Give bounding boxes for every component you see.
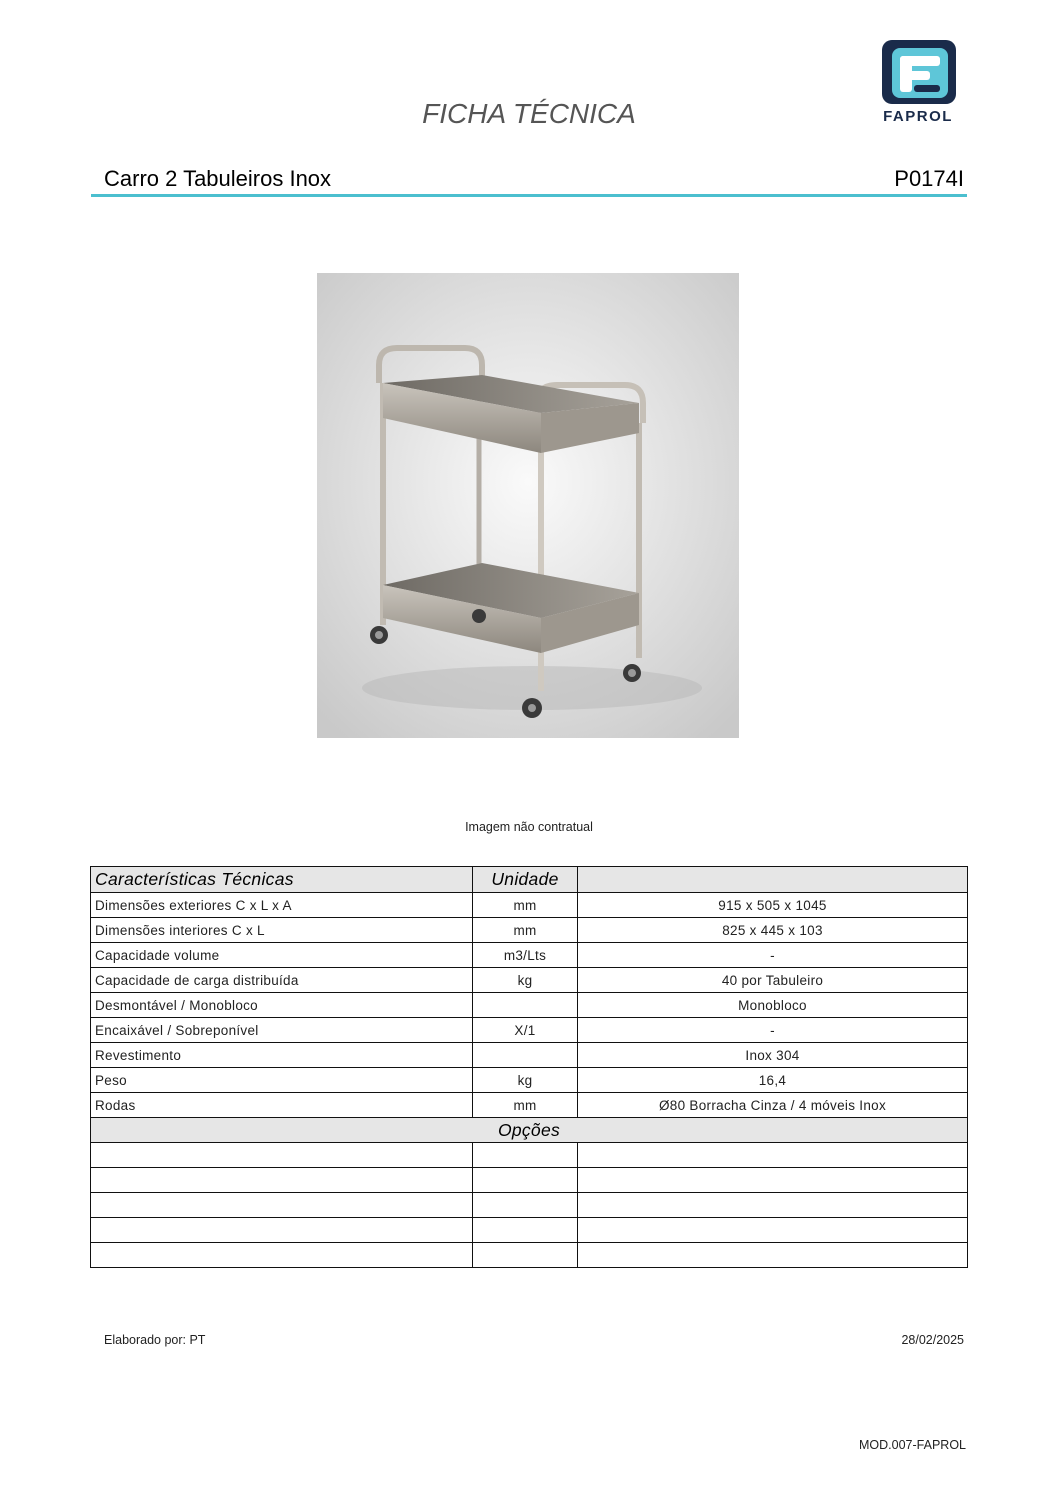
table-row (91, 1018, 968, 1043)
product-name: Carro 2 Tabuleiros Inox (104, 166, 332, 191)
table-row (91, 1043, 968, 1068)
table-row (91, 918, 968, 943)
document-date: 28/02/2025 (901, 1333, 964, 1347)
row-label: Capacidade de carga distribuída (91, 968, 473, 993)
row-unit (473, 993, 578, 1018)
row-unit: kg (473, 968, 578, 993)
row-label: Peso (91, 1068, 473, 1093)
row-unit: mm (473, 1093, 578, 1118)
row-unit: mm (473, 918, 578, 943)
title-divider (91, 194, 967, 197)
table-row (91, 993, 968, 1018)
row-unit: X/1 (473, 1018, 578, 1043)
form-code: MOD.007-FAPROL (859, 1438, 966, 1452)
row-value: Monobloco (578, 993, 968, 1018)
row-unit (473, 1043, 578, 1068)
row-label: Capacidade volume (91, 943, 473, 968)
row-value: - (578, 1018, 968, 1043)
spec-table (90, 866, 968, 1268)
row-label: Dimensões exteriores C x L x A (91, 893, 473, 918)
header-value (578, 867, 968, 893)
empty-option-row (91, 1193, 968, 1218)
row-label: Rodas (91, 1093, 473, 1118)
logo-wordmark: FAPROL (883, 108, 953, 125)
table-row (91, 943, 968, 968)
options-header-row (91, 1118, 968, 1143)
empty-option-row (91, 1168, 968, 1193)
row-unit: m3/Lts (473, 943, 578, 968)
page-title: FICHA TÉCNICA (422, 98, 636, 129)
row-value: Ø80 Borracha Cinza / 4 móveis Inox (578, 1093, 968, 1118)
row-value: 915 x 505 x 1045 (578, 893, 968, 918)
image-caption: Imagem não contratual (465, 820, 593, 834)
row-label: Revestimento (91, 1043, 473, 1068)
table-row (91, 1068, 968, 1093)
prepared-by: Elaborado por: PT (104, 1333, 206, 1347)
header-unit: Unidade (473, 867, 578, 893)
empty-option-row (91, 1243, 968, 1268)
product-photo (317, 273, 739, 738)
row-value: - (578, 943, 968, 968)
table-row (91, 893, 968, 918)
options-header: Opções (91, 1118, 968, 1143)
row-label: Encaixável / Sobreponível (91, 1018, 473, 1043)
row-value: 40 por Tabuleiro (578, 968, 968, 993)
table-row (91, 968, 968, 993)
row-value: Inox 304 (578, 1043, 968, 1068)
row-label: Desmontável / Monobloco (91, 993, 473, 1018)
row-label: Dimensões interiores C x L (91, 918, 473, 943)
table-row (91, 1093, 968, 1118)
row-value: 16,4 (578, 1068, 968, 1093)
row-unit: mm (473, 893, 578, 918)
row-unit: kg (473, 1068, 578, 1093)
header-characteristics: Características Técnicas (91, 867, 473, 893)
row-value: 825 x 445 x 103 (578, 918, 968, 943)
product-code: P0174I (894, 166, 964, 191)
table-header-row (91, 867, 968, 893)
empty-option-row (91, 1218, 968, 1243)
empty-option-row (91, 1143, 968, 1168)
